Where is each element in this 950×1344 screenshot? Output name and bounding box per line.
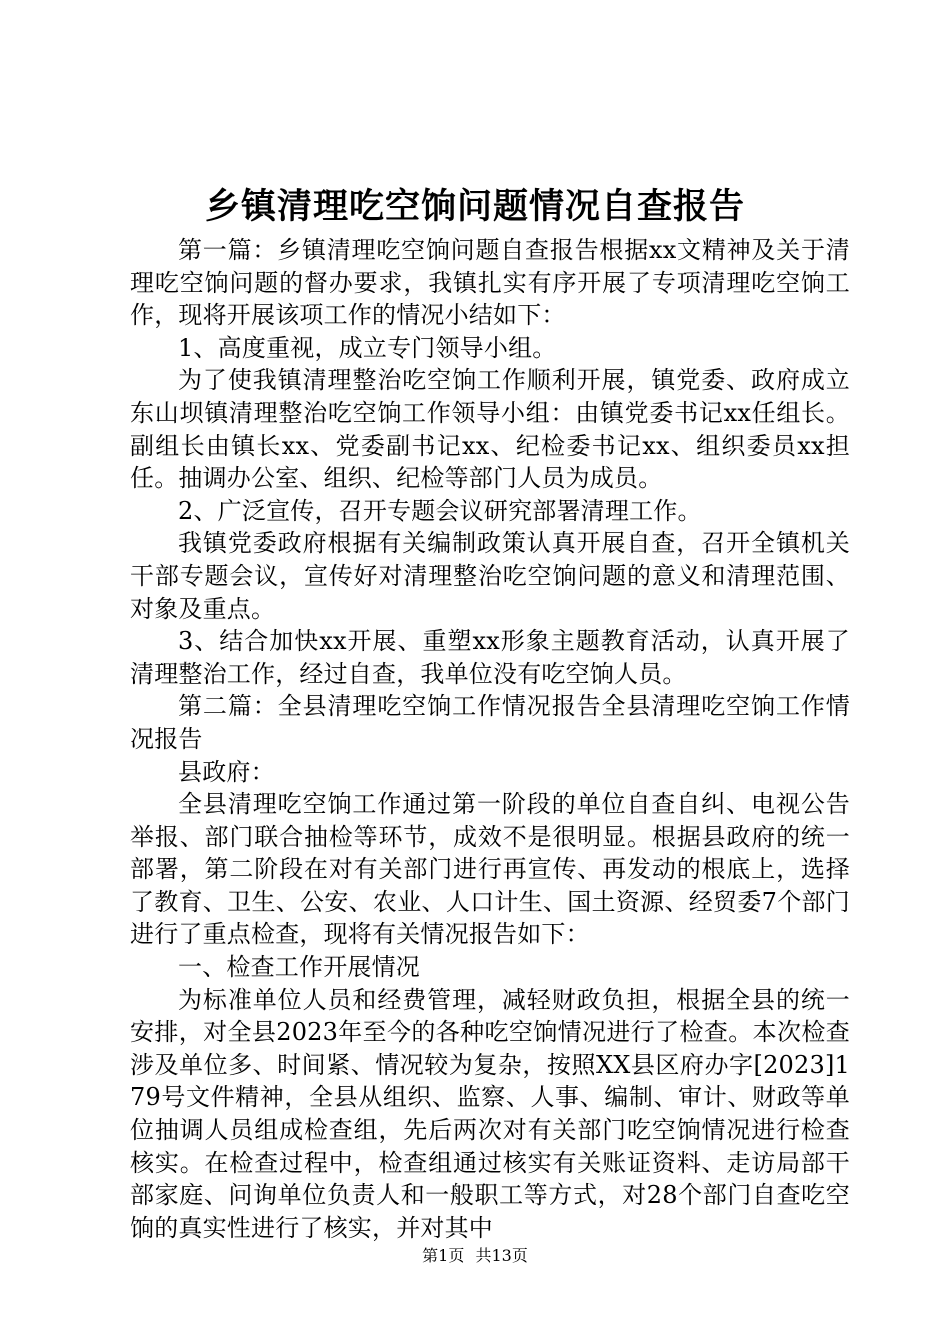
paragraph: 我镇党委政府根据有关编制政策认真开展自查，召开全镇机关干部专题会议，宣传好对清理整治吃空饷问题的意义和清理范围、对象及重点。 <box>130 529 850 623</box>
page-number: 第1页 <box>422 1246 465 1265</box>
paragraph: 一、检查工作开展情况 <box>178 953 420 982</box>
paragraph: 2、广泛宣传，召开专题会议研究部署清理工作。 <box>178 496 702 525</box>
page-footer <box>0 1244 950 1268</box>
document-body <box>130 234 850 1244</box>
paragraph: 第一篇：乡镇清理吃空饷问题自查报告根据xx文精神及关于清理吃空饷问题的督办要求，我镇扎实有序开展了专项清理吃空饷工作，现将开展该项工作的情况小结如下： <box>130 236 850 330</box>
document-title: 乡镇清理吃空饷问题情况自查报告 <box>204 186 745 227</box>
paragraph: 全县清理吃空饷工作通过第一阶段的单位自查自纠、电视公告举报、部门联合抽检等环节，成效不是很明显。根据县政府的统一部署，第二阶段在对有关部门进行再宣传、再发动的根底上，选择了教育、卫生、公安、农业、人口计生、国土资源、经贸委7个部门进行了重点检查，现将有关情况报告如下： <box>130 790 850 949</box>
paragraph: 1、高度重视，成立专门领导小组。 <box>178 333 557 362</box>
paragraph: 为了使我镇清理整治吃空饷工作顺利开展，镇党委、政府成立东山坝镇清理整治吃空饷工作领导小组：由镇党委书记xx任组长。副组长由镇长xx、党委副书记xx、纪检委书记xx、组织委员xx担任。抽调办公室、组织、纪检等部门人员为成员。 <box>130 366 850 493</box>
paragraph: 为标准单位人员和经费管理，减轻财政负担，根据全县的统一安排，对全县2023年至今的各种吃空饷情况进行了检查。本次检查涉及单位多、时间紧、情况较为复杂，按照XX县区府办字[2023]179号文件精神，全县从组织、监察、人事、编制、审计、财政等单位抽调人员组成检查组，先后两次对有关部门吃空饷情况进行检查核实。在检查过程中，检查组通过核实有关账证资料、走访局部干部家庭、问询单位负责人和一般职工等方式，对28个部门自查吃空饷的真实性进行了核实，并对其中 <box>130 985 850 1242</box>
paragraph: 第二篇：全县清理吃空饷工作情况报告全县清理吃空饷工作情况报告 <box>130 692 850 753</box>
paragraph: 县政府： <box>178 757 275 786</box>
paragraph: 3、结合加快xx开展、重塑xx形象主题教育活动，认真开展了清理整治工作，经过自查，我单位没有吃空饷人员。 <box>130 627 850 688</box>
page-total: 共13页 <box>475 1246 528 1265</box>
